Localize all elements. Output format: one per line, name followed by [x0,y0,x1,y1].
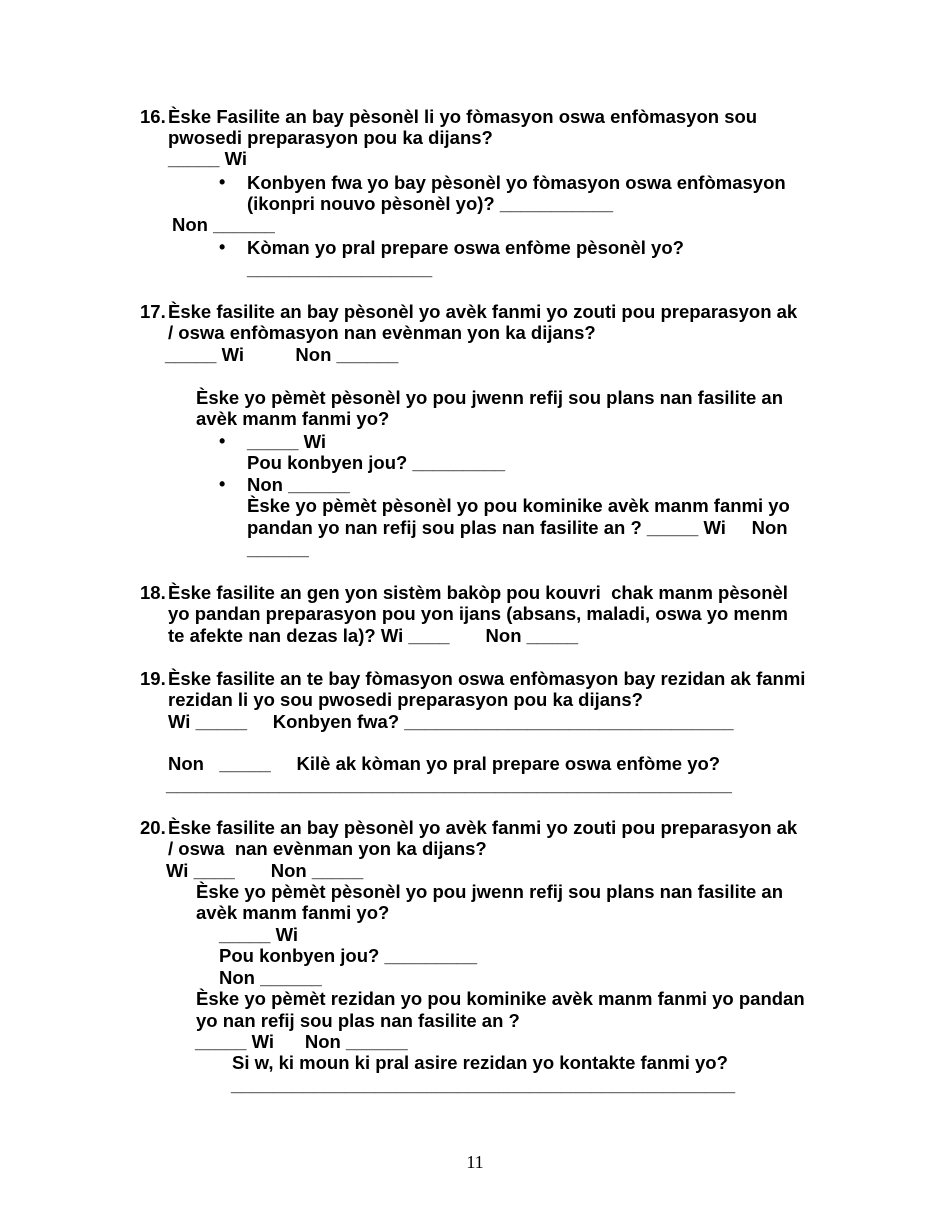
question-text: rezidan li yo sou pwosedi preparasyon pou ka dijans? [168,689,643,710]
blank-line: _________________________________________________ [231,1074,736,1095]
bullet-icon: • [219,474,226,494]
bullet-icon: • [219,237,226,257]
sub-question: Èske yo pèmèt rezidan yo pou kominike avèk manm fanmi yo pandan [196,988,805,1009]
sub-question: Pou konbyen jou? _________ [247,452,506,473]
blank-line: _______________________________________________________ [166,774,732,795]
question-text: Èske fasilite an bay pèsonèl yo avèk fanmi yo zouti pou preparasyon ak [168,301,798,322]
answer-options: _____ Wi Non ______ [165,344,399,365]
answer-options: Wi ____ Non _____ [166,860,364,881]
answer-no: Non ______ [172,214,275,235]
question-text: te afekte nan dezas la)? Wi ____ Non _____ [168,625,579,646]
page-number: 11 [466,1152,484,1172]
answer-no: Non ______ [219,967,322,988]
answer-yes: _____ Wi [219,924,299,945]
sub-question: Konbyen fwa yo bay pèsonèl yo fòmasyon oswa enfòmasyon [247,172,786,193]
sub-question: Èske yo pèmèt pèsonèl yo pou jwenn refij sou plans nan fasilite an [196,387,784,408]
question-text: Èske fasilite an te bay fòmasyon oswa enfòmasyon bay rezidan ak fanmi [168,668,806,689]
question-text: pwosedi preparasyon pou ka dijans? [168,127,493,148]
answer-yes: Wi _____ Konbyen fwa? ________________________________ [168,711,734,732]
question-number: 18. [140,582,166,603]
question-number: 17. [140,301,166,322]
sub-question: yo nan refij sou plas nan fasilite an ? [196,1010,520,1031]
question-text: yo pandan preparasyon pou yon ijans (absans, maladi, oswa yo menm [168,603,788,624]
answer-no: Non ______ [247,474,350,495]
answer-yes: _____ Wi [168,148,248,169]
question-text: Èske Fasilite an bay pèsonèl li yo fòmasyon oswa enfòmasyon sou [168,106,758,127]
blank-line: __________________ [247,258,433,279]
question-text: Èske fasilite an gen yon sistèm bakòp pou kouvri chak manm pèsonèl [168,582,788,603]
sub-question: Si w, ki moun ki pral asire rezidan yo kontakte fanmi yo? [232,1052,728,1073]
answer-options: _____ Wi Non ______ [195,1031,408,1052]
answer-no: Non _____ Kilè ak kòman yo pral prepare oswa enfòme yo? [168,753,721,774]
blank-line: ______ [247,538,309,559]
question-text: Èske fasilite an bay pèsonèl yo avèk fanmi yo zouti pou preparasyon ak [168,817,798,838]
sub-question: (ikonpri nouvo pèsonèl yo)? ___________ [247,193,614,214]
sub-question: avèk manm fanmi yo? [196,902,390,923]
sub-question: pandan yo nan refij sou plas nan fasilite an ? _____ Wi Non [247,517,788,538]
question-text: / oswa nan evènman yon ka dijans? [168,838,487,859]
bullet-icon: • [219,172,226,192]
sub-question: Èske yo pèmèt pèsonèl yo pou kominike avèk manm fanmi yo [247,495,790,516]
sub-question: Pou konbyen jou? _________ [219,945,478,966]
sub-question: Kòman yo pral prepare oswa enfòme pèsonèl yo? [247,237,684,258]
bullet-icon: • [219,431,226,451]
sub-question: Èske yo pèmèt pèsonèl yo pou jwenn refij sou plans nan fasilite an [196,881,784,902]
question-number: 19. [140,668,166,689]
question-text: / oswa enfòmasyon nan evènman yon ka dijans? [168,322,596,343]
answer-yes: _____ Wi [247,431,327,452]
question-number: 20. [140,817,166,838]
sub-question: avèk manm fanmi yo? [196,408,390,429]
question-number: 16. [140,106,166,127]
